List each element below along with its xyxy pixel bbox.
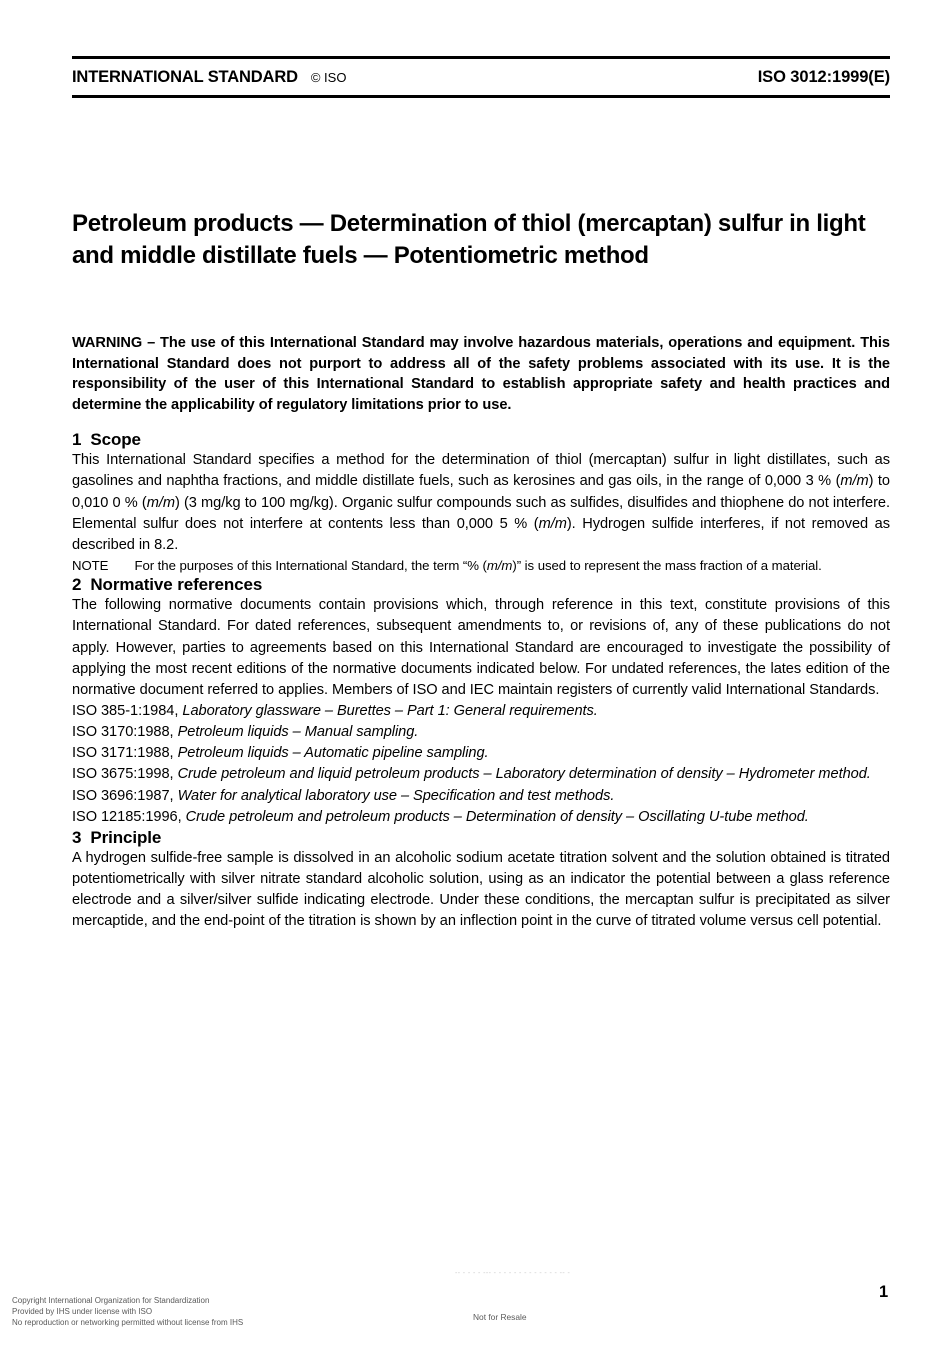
document-title: Petroleum products — Determination of thiol (mercaptan) sulfur in light and middle distillate fuels — Potentiometric method (72, 210, 866, 269)
clause-1-title: Scope (90, 430, 141, 450)
reference-title: Crude petroleum and liquid petroleum products – Laboratory determination of density – Hydrometer method. (177, 766, 871, 783)
scope-text-part-2: ) to 0,010 0 % ( (72, 473, 890, 511)
header-row (72, 59, 890, 95)
normative-reference-item (72, 764, 890, 785)
clause-3-heading (72, 828, 890, 848)
clause-2-title: Normative references (90, 575, 263, 595)
normative-reference-item (72, 786, 890, 807)
page-number: 1 (879, 1283, 889, 1301)
reference-id: ISO 3675:1998, (72, 766, 174, 783)
clause-2-number: 2 (72, 575, 82, 595)
standard-type-label: INTERNATIONAL STANDARD (72, 68, 298, 86)
scope-text-part-4: ). Hydrogen sulfide interferes, if not removed as described in 8.2. (72, 515, 890, 553)
reference-id: ISO 3696:1987, (72, 787, 174, 804)
clause-1-number: 1 (72, 430, 82, 450)
reference-id: ISO 385-1:1984, (72, 702, 179, 719)
footer-credit-line-1: Copyright International Organization for Standardization (12, 1296, 210, 1305)
clause-2-heading (72, 575, 890, 595)
scope-text-part-1: This International Standard specifies a method for the determination of thiol (mercaptan) sulfur in light distillates, such as gasolines and naphtha fractions, and middle distillate fuels, such as kerosines and gas oils, in the range of 0,000 3 % ( (72, 452, 890, 490)
header-left-group (72, 68, 346, 87)
reference-title: Petroleum liquids – Manual sampling. (177, 724, 419, 741)
clause-2-paragraph: The following normative documents contain provisions which, through reference in this text, constitute provisions of this International Standard. For dated references, subsequent amendments to, or revisions of, any of these publications do not apply. However, parties to agreements based on this International Standard are encouraged to investigate the possibility of applying the most recent editions of the normative documents indicated below. For undated references, the lates edition of the normative document referred to applies. Members of ISO and IEC maintain registers of currently valid International Standards. (72, 597, 890, 698)
reference-title: Laboratory glassware – Burettes – Part 1: General requirements. (182, 702, 598, 719)
iso-copyright-mark: © ISO (310, 70, 347, 85)
clause-3-number: 3 (72, 827, 82, 847)
normative-reference-item (72, 807, 890, 828)
scan-watermark: -- - - - - --- - - - - - - - - - - - - - -- - (455, 1270, 571, 1277)
mass-fraction-symbol-note: m/m (486, 558, 513, 574)
reference-title: Water for analytical laboratory use – Specification and test methods. (177, 787, 615, 804)
header-rule-bottom (72, 95, 890, 98)
footer-license-credit (12, 1295, 243, 1328)
document-number: ISO 3012:1999(E) (757, 68, 890, 86)
document-body (72, 208, 890, 933)
clause-3-title: Principle (90, 827, 162, 847)
reference-id: ISO 3170:1988, (72, 724, 174, 741)
note-text-part-1: For the purposes of this International Standard, the term “% ( (134, 558, 487, 574)
note-text-part-2: )” is used to represent the mass fraction of a material. (512, 558, 822, 574)
clause-1-note (72, 556, 890, 575)
clause-3-paragraph: A hydrogen sulfide-free sample is dissolved in an alcoholic sodium acetate titration solvent and the solution obtained is titrated potentiometrically with silver nitrate standard alcoholic solution, using as an indicator the potential between a glass reference electrode and a silver/silver sulfide indicating electrode. Under these conditions, the mercaptan sulfur is precipitated as silver mercaptide, and the end-point of the titration is shown by an inflection point in the curve of titrated volume versus cell potential. (72, 849, 890, 930)
mass-fraction-symbol-1: m/m (840, 473, 869, 490)
normative-reference-item (72, 722, 890, 743)
reference-title: Petroleum liquids – Automatic pipeline sampling. (177, 745, 489, 762)
normative-reference-item (72, 701, 890, 722)
reference-id: ISO 12185:1996, (72, 808, 182, 825)
normative-reference-item (72, 743, 890, 764)
footer-credit-line-3: No reproduction or networking permitted without license from IHS (12, 1318, 244, 1328)
mass-fraction-symbol-2: m/m (146, 494, 175, 511)
scope-text-part-3: ) (3 mg/kg to 100 mg/kg). Organic sulfur compounds such as sulfides, disulfides and thiophene do not interfere. Elemental sulfur does not interfere at contents less than 0,000 5 % ( (72, 494, 890, 532)
note-label: NOTE (72, 558, 109, 574)
mass-fraction-symbol-3: m/m (538, 515, 567, 532)
reference-id: ISO 3171:1988, (72, 745, 174, 762)
not-for-resale-label: Not for Resale (473, 1312, 527, 1322)
reference-title: Crude petroleum and petroleum products – Determination of density – Oscillating U-tube method. (185, 808, 809, 825)
page-header (72, 56, 890, 98)
warning-notice: WARNING – The use of this International Standard may involve hazardous materials, operations and equipment. This International Standard does not purport to address all of the safety problems associated with its use. It is the responsibility of the user of this International Standard to establish appropriate safety and health practices and determine the applicability of regulatory limitations prior to use. (72, 334, 890, 413)
clause-1-paragraph (72, 450, 890, 556)
clause-1-heading (72, 430, 890, 450)
footer-credit-line-2: Provided by IHS under license with ISO (12, 1307, 153, 1317)
